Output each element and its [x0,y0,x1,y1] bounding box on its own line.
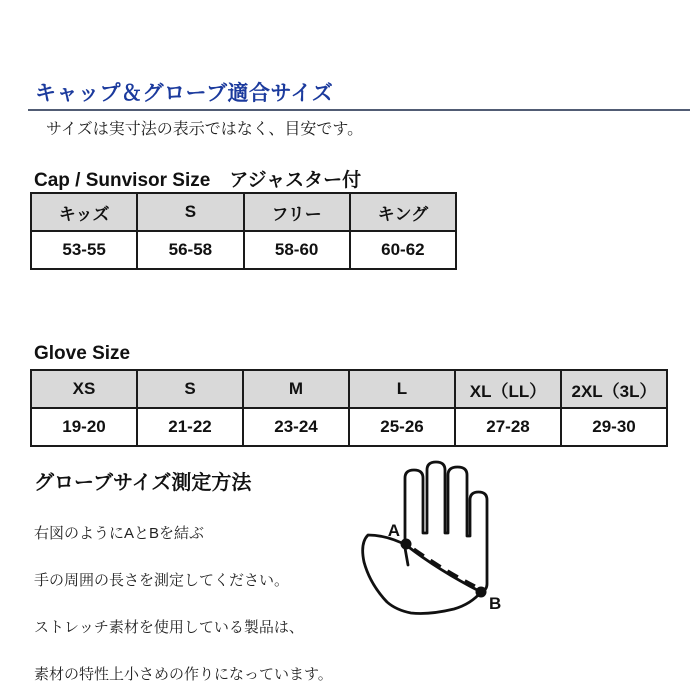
point-b-label: B [489,594,502,613]
instruction-line: 右図のようにAとBを結ぶ [34,524,205,542]
cap-size-value: 60-62 [350,231,456,269]
cap-size-label: キング [350,193,456,231]
page-title: キャップ＆グローブ適合サイズ [35,82,334,105]
point-a-label: A [387,521,400,540]
instruction-line: 素材の特性上小さめの作りになっています。 [34,665,333,683]
cap-section-heading: Cap / Sunvisor Size アジャスター付 [34,170,362,191]
glove-table-value-row [31,408,667,446]
glove-size-label: XS [31,370,137,408]
glove-size-value: 29-30 [561,408,667,446]
glove-table-header-row [31,370,667,408]
glove-size-value: 25-26 [349,408,455,446]
hand-measurement-diagram [356,452,516,632]
cap-size-value: 53-55 [31,231,137,269]
title-divider [28,109,690,111]
glove-size-label: S [137,370,243,408]
point-b-dot [476,587,487,598]
cap-size-label: キッズ [31,193,137,231]
point-a-dot [401,539,412,550]
glove-section-heading: Glove Size [34,343,131,364]
cap-size-value: 56-58 [137,231,243,269]
cap-size-label: S [137,193,243,231]
glove-size-label: XL（LL） [455,370,561,408]
instruction-line: ストレッチ素材を使用している製品は、 [34,618,304,636]
measurement-instructions [34,498,333,700]
glove-size-table [30,369,668,447]
cap-size-label: フリー [244,193,350,231]
glove-size-value: 21-22 [137,408,243,446]
cap-table-value-row [31,231,456,269]
glove-size-value: 23-24 [243,408,349,446]
cap-size-value: 58-60 [244,231,350,269]
glove-size-label: 2XL（3L） [561,370,667,408]
instruction-line: 手の周囲の長さを測定してください。 [34,571,290,589]
glove-size-label: M [243,370,349,408]
glove-size-value: 27-28 [455,408,561,446]
glove-size-value: 19-20 [31,408,137,446]
size-disclaimer-text: サイズは実寸法の表示ではなく、目安です。 [46,121,364,138]
cap-size-table [30,192,457,270]
glove-size-label: L [349,370,455,408]
cap-table-header-row [31,193,456,231]
measurement-dashed-line [414,549,475,586]
hand-thumb-palm-outline [363,535,481,614]
measurement-method-heading: グローブサイズ測定方法 [34,472,252,494]
